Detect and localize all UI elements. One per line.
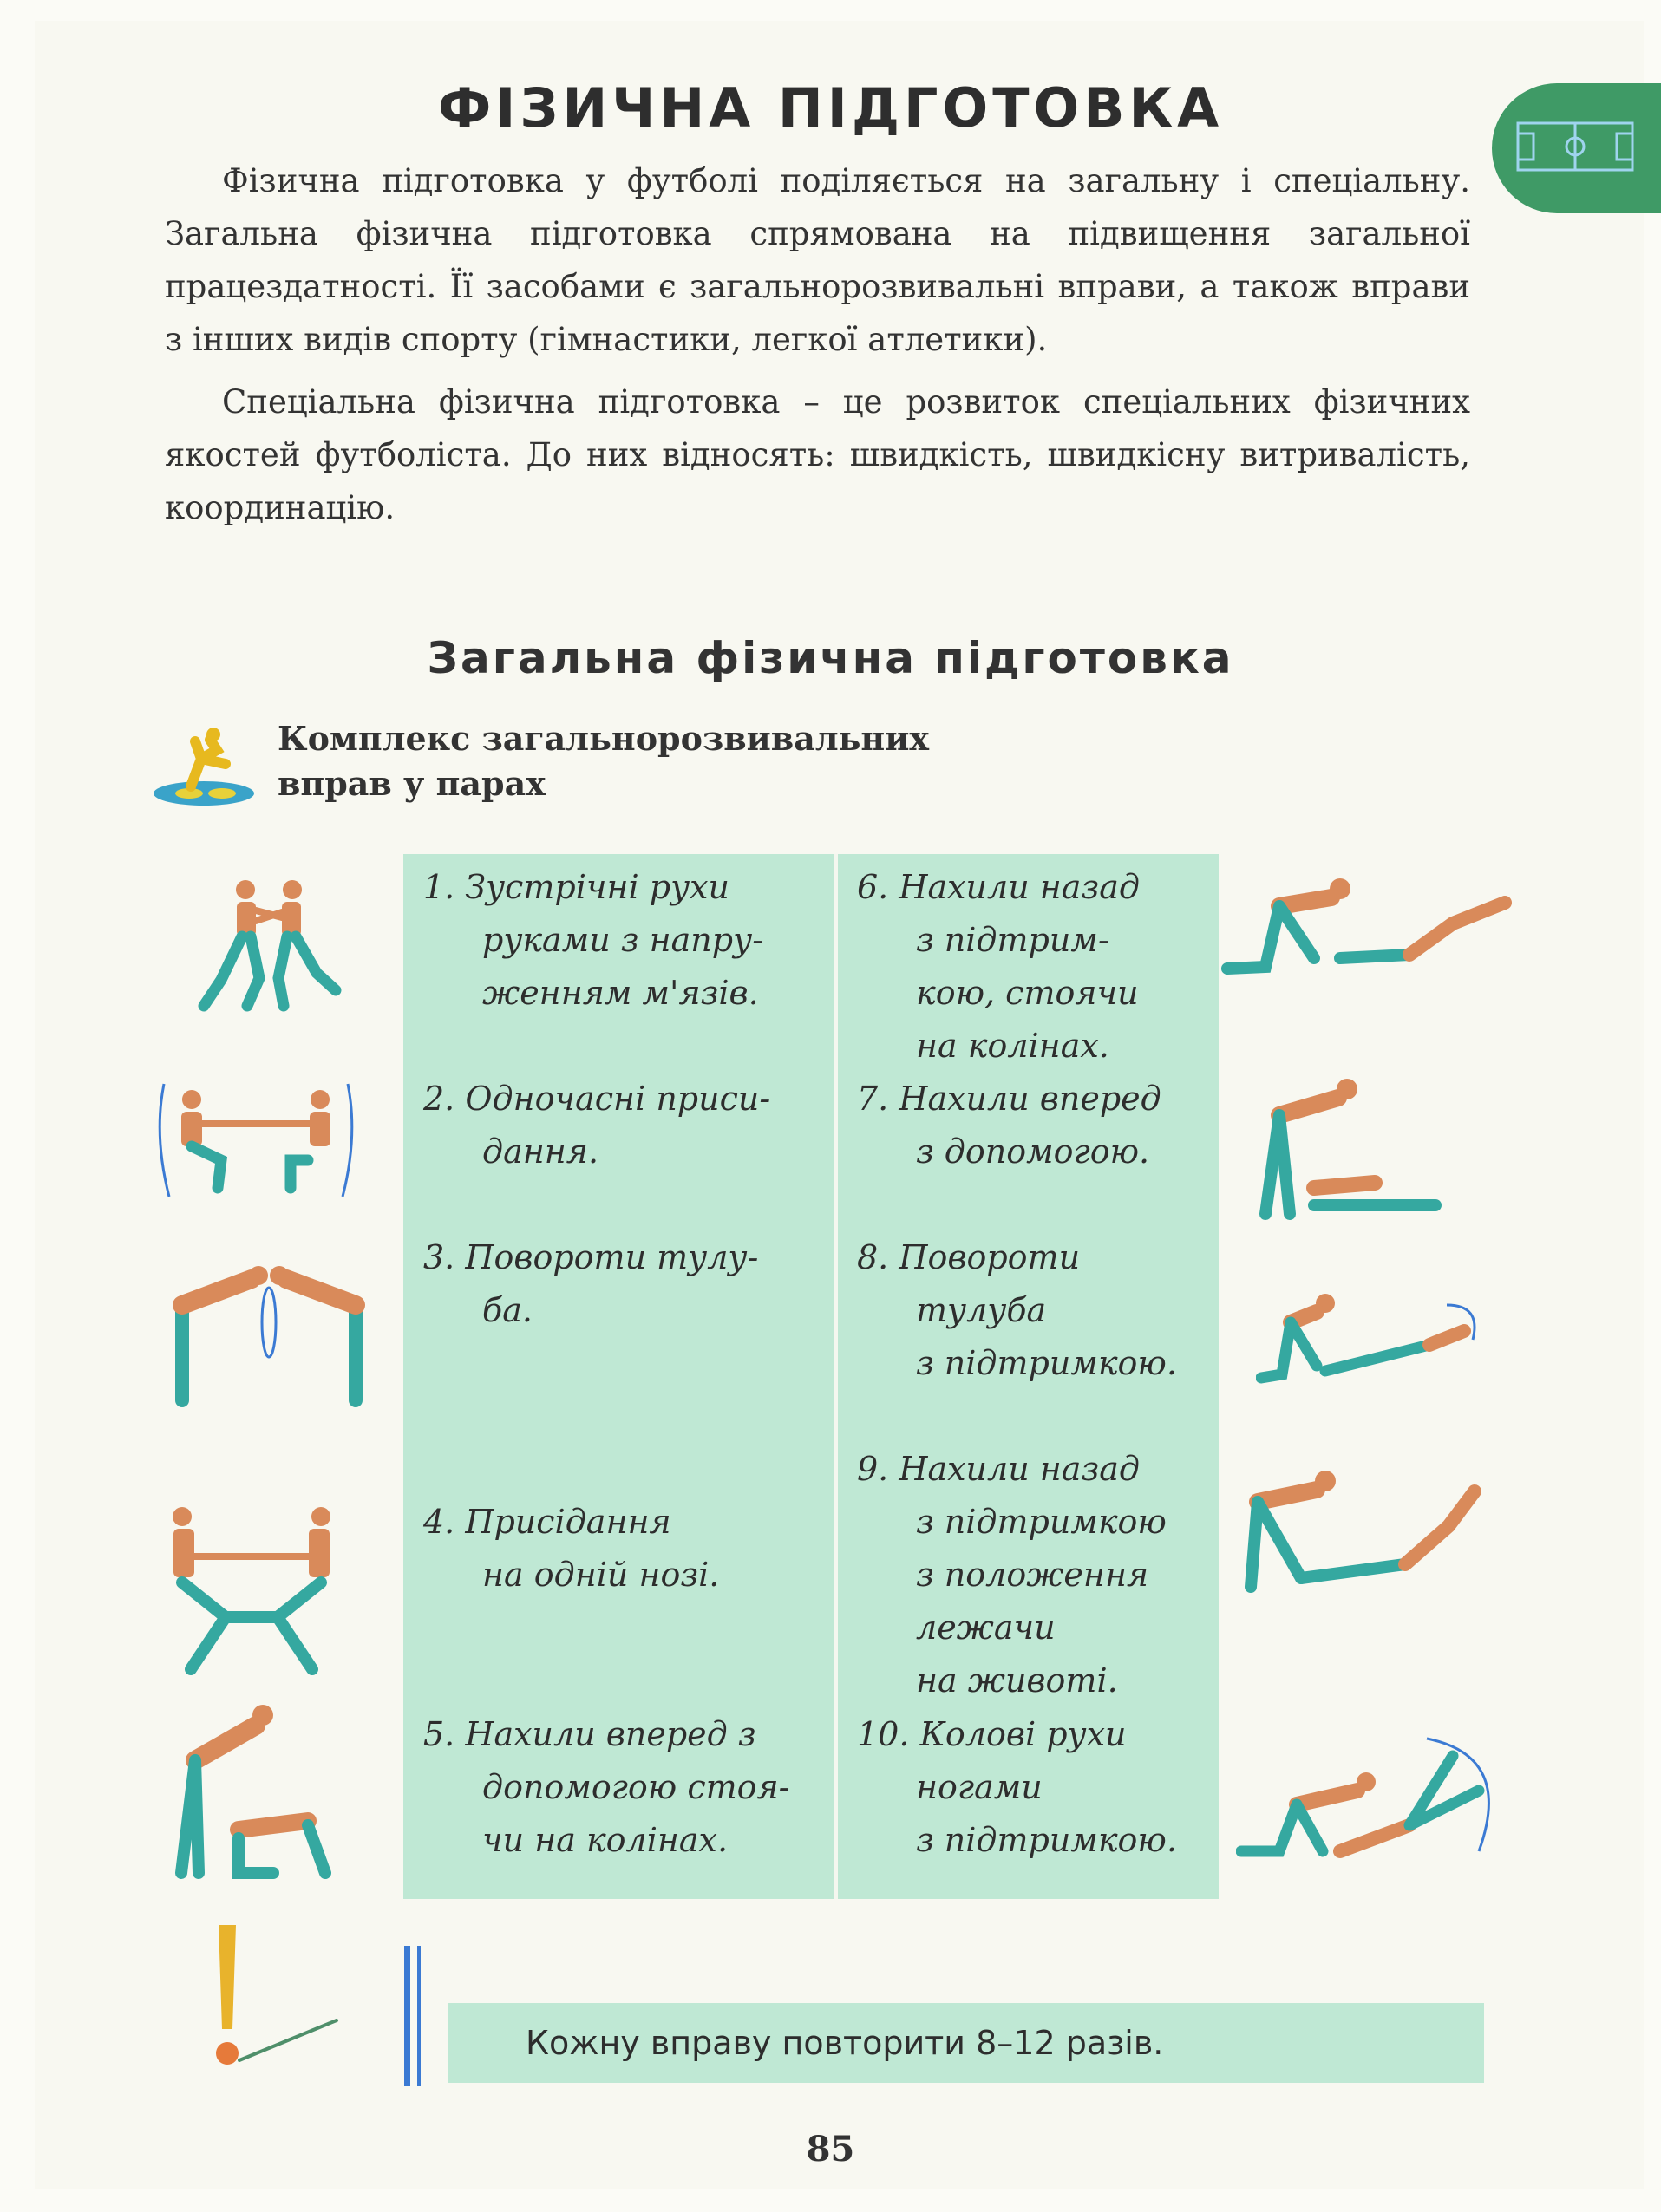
exercise-3-line-2: ба. <box>482 1291 533 1329</box>
page-number: 85 <box>806 2129 855 2170</box>
exercise-4-line-2: на одній нозі. <box>482 1556 720 1594</box>
exercise-10-illustration <box>1236 1721 1514 1886</box>
exercise-1-illustration <box>186 876 351 1023</box>
complex-heading-line-2: вправ у парах <box>278 764 546 803</box>
exercise-9-line-2: з підтримкою <box>916 1503 1167 1541</box>
exercise-4-illustration <box>156 1504 347 1687</box>
exercise-3-line-1: 3. Повороти тулу- <box>423 1238 759 1276</box>
exercise-1-line-2: руками з напру- <box>482 921 763 959</box>
exercise-5-line-1: 5. Нахили вперед з <box>423 1715 756 1753</box>
exercise-9-line-3: з положення <box>916 1556 1149 1594</box>
exercise-5-line-2: допомогою стоя- <box>482 1768 790 1806</box>
exercise-9-line-5: на животі. <box>916 1661 1118 1700</box>
note-marker-bar <box>404 1946 410 2086</box>
exercise-10-line-3: з підтримкою. <box>916 1821 1177 1859</box>
exercise-8 <box>857 1231 1177 1390</box>
intro-paragraph-2: Спеціальна фізична підготовка – це розвиток спеціальних фізичних якостей футболіста. До них відносять: швидкість, швидкісну витривалість, координацію. <box>165 383 1470 526</box>
exercise-10-line-1: 10. Колові рухи <box>857 1715 1127 1753</box>
exercise-2-line-2: дання. <box>482 1132 599 1171</box>
exercise-5 <box>423 1708 790 1867</box>
section-subtitle: Загальна фізична підготовка <box>427 633 1234 683</box>
exercise-5-line-3: чи на колінах. <box>482 1821 729 1859</box>
exercise-9-illustration <box>1232 1457 1492 1604</box>
exercise-4 <box>423 1496 719 1602</box>
exercise-6-illustration <box>1219 871 1522 984</box>
exclamation-icon <box>206 1916 354 2090</box>
note-marker-bar-thin <box>417 1946 421 2086</box>
intro-paragraph-1: Фізична підготовка у футболі поділяється на загальну і спеціальну. Загальна фізична підготовка спрямована на підвищення загальної працездатності. Її засобами є загальнорозвивальні вправи, а також вправи з інших видів спорту (гімнастики, легкої атлетики). <box>165 162 1470 358</box>
exercise-7 <box>857 1073 1161 1178</box>
complex-heading-line-1: Комплекс загальнорозвивальних <box>278 719 930 758</box>
exercise-4-line-1: 4. Присідання <box>423 1503 671 1541</box>
exercise-6-line-1: 6. Нахили назад <box>857 868 1140 906</box>
exercise-figure-icon <box>147 724 260 811</box>
exercise-10-line-2: ногами <box>916 1768 1043 1806</box>
exercise-2 <box>423 1073 770 1178</box>
exercise-6-line-4: на колінах. <box>916 1027 1109 1065</box>
exercise-3 <box>423 1231 758 1337</box>
exercise-7-line-1: 7. Нахили вперед <box>857 1080 1161 1118</box>
note-text: Кожну вправу повторити 8–12 разів. <box>526 2024 1164 2062</box>
exercise-1-line-1: 1. Зустрічні рухи <box>423 868 730 906</box>
intro-text <box>165 154 1470 544</box>
exercise-8-line-3: з підтримкою. <box>916 1344 1177 1382</box>
exercise-5-illustration <box>160 1700 360 1886</box>
exercise-2-line-1: 2. Одночасні приси- <box>423 1080 771 1118</box>
exercise-7-line-2: з допомогою. <box>916 1132 1150 1171</box>
exercise-6 <box>857 861 1140 1073</box>
note-box <box>448 2003 1484 2083</box>
exercise-8-illustration <box>1256 1288 1490 1392</box>
exercise-9-line-4: лежачи <box>916 1608 1056 1647</box>
exercise-8-line-2: тулуба <box>916 1291 1047 1329</box>
exercise-6-line-3: кою, стоячи <box>916 974 1139 1012</box>
exercise-1 <box>423 861 763 1020</box>
exercise-2-illustration <box>152 1067 360 1205</box>
exercise-10 <box>857 1708 1177 1867</box>
complex-heading <box>278 716 1058 806</box>
exercise-8-line-1: 8. Повороти <box>857 1238 1081 1276</box>
exercise-7-illustration <box>1245 1075 1453 1231</box>
page-title: ФІЗИЧНА ПІДГОТОВКА <box>437 76 1224 140</box>
exercise-1-line-3: женням м'язів. <box>482 974 759 1012</box>
column-divider <box>834 854 838 1899</box>
exercise-3-illustration <box>156 1227 382 1418</box>
exercise-6-line-2: з підтрим- <box>916 921 1109 959</box>
exercise-9-line-1: 9. Нахили назад <box>857 1450 1140 1488</box>
exercise-9 <box>857 1443 1167 1707</box>
